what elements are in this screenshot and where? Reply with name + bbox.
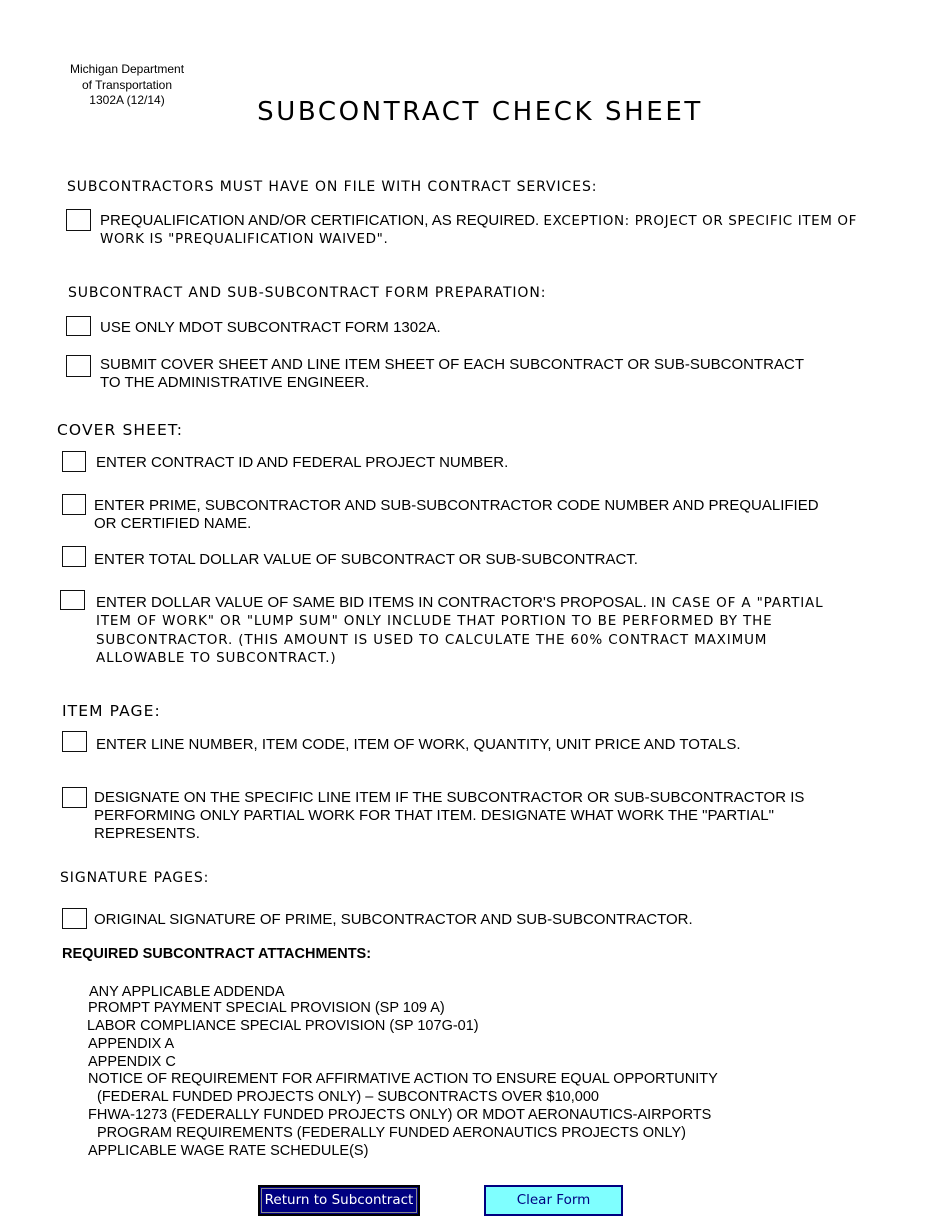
item-use-form: USE ONLY MDOT SUBCONTRACT FORM 1302A. <box>100 319 441 336</box>
item-prequalification-text: PREQUALIFICATION AND/OR CERTIFICATION, AS REQUIRED. <box>100 212 544 229</box>
checkbox-contract-id[interactable] <box>62 451 86 472</box>
checkbox-partial-work[interactable] <box>62 787 87 808</box>
checkbox-prequalification[interactable] <box>66 209 91 231</box>
checkbox-submit-cover[interactable] <box>66 355 91 377</box>
item-partial-work: DESIGNATE ON THE SPECIFIC LINE ITEM IF THE SUBCONTRACTOR OR SUB-SUBCONTRACTOR IS PERFORMING ONLY PARTIAL WORK FOR THAT ITEM. DESIGNATE WHAT WORK THE "PARTIAL" REPRESENTS. <box>94 789 805 842</box>
attachment-item: APPLICABLE WAGE RATE SCHEDULE(S) <box>88 1143 369 1159</box>
section-heading-on-file: SUBCONTRACTORS MUST HAVE ON FILE WITH CONTRACT SERVICES: <box>67 179 598 195</box>
attachment-item: LABOR COMPLIANCE SPECIAL PROVISION (SP 107G-01) <box>87 1018 479 1034</box>
item-line-number: ENTER LINE NUMBER, ITEM CODE, ITEM OF WORK, QUANTITY, UNIT PRICE AND TOTALS. <box>96 736 741 753</box>
attachment-item: PROMPT PAYMENT SPECIAL PROVISION (SP 109 A) <box>88 1000 445 1016</box>
form-number: 1302A (12/14) <box>89 93 165 107</box>
attachment-item: NOTICE OF REQUIREMENT FOR AFFIRMATIVE ACTION TO ENSURE EQUAL OPPORTUNITY <box>88 1071 718 1087</box>
checkbox-line-number[interactable] <box>62 731 87 752</box>
item-original-signature: ORIGINAL SIGNATURE OF PRIME, SUBCONTRACTOR AND SUB-SUBCONTRACTOR. <box>94 911 693 928</box>
attachment-item: FHWA-1273 (FEDERALLY FUNDED PROJECTS ONLY) OR MDOT AERONAUTICS-AIRPORTS <box>88 1107 712 1123</box>
clear-form-button[interactable]: Clear Form <box>484 1185 623 1216</box>
attachment-item: (FEDERAL FUNDED PROJECTS ONLY) – SUBCONTRACTS OVER $10,000 <box>97 1089 599 1105</box>
attachments-heading: REQUIRED SUBCONTRACT ATTACHMENTS: <box>62 946 372 962</box>
item-code-number: ENTER PRIME, SUBCONTRACTOR AND SUB-SUBCONTRACTOR CODE NUMBER AND PREQUALIFIED OR CERTIFIED NAME. <box>94 497 819 532</box>
item-total-value: ENTER TOTAL DOLLAR VALUE OF SUBCONTRACT OR SUB-SUBCONTRACT. <box>94 551 638 568</box>
agency-name-line2: of Transportation <box>81 77 173 92</box>
item-contract-id: ENTER CONTRACT ID AND FEDERAL PROJECT NUMBER. <box>96 454 509 471</box>
checkbox-total-value[interactable] <box>62 546 86 567</box>
item-bid-items <box>96 594 836 667</box>
checkbox-code-number[interactable] <box>62 494 86 515</box>
agency-name-line1: Michigan Department <box>69 62 185 76</box>
attachment-item: APPENDIX A <box>88 1036 175 1052</box>
attachment-item: ANY APPLICABLE ADDENDA <box>89 984 285 1000</box>
checkbox-original-signature[interactable] <box>62 908 87 929</box>
item-bid-items-partial-note: IN CASE OF A "PARTIAL ITEM OF WORK" OR "LUMP SUM" ONLY INCLUDE THAT PORTION TO BE PERFORMED BY THE SUBCONTRACTOR. (THIS AMOUNT IS USED TO CALCULATE THE 60% CONTRACT MAXIMUM ALLOWABLE TO SUBCONTRACT.) <box>96 595 824 666</box>
section-heading-form-prep: SUBCONTRACT AND SUB-SUBCONTRACT FORM PREPARATION: <box>68 285 547 301</box>
return-to-subcontract-button[interactable]: Return to Subcontract <box>258 1185 420 1216</box>
item-prequalification-exception: EXCEPTION: PROJECT OR SPECIFIC ITEM OF WORK IS "PREQUALIFICATION WAIVED". <box>100 213 858 247</box>
page-title: SUBCONTRACT CHECK SHEET <box>257 97 703 127</box>
item-prequalification <box>100 212 860 248</box>
item-submit-cover: SUBMIT COVER SHEET AND LINE ITEM SHEET OF EACH SUBCONTRACT OR SUB-SUBCONTRACT TO THE ADMINISTRATIVE ENGINEER. <box>100 356 804 391</box>
section-heading-cover-sheet: COVER SHEET: <box>57 421 184 439</box>
section-heading-item-page: ITEM PAGE: <box>62 702 161 720</box>
attachment-item: PROGRAM REQUIREMENTS (FEDERALLY FUNDED AERONAUTICS PROJECTS ONLY) <box>97 1125 686 1141</box>
checkbox-bid-items[interactable] <box>60 590 85 610</box>
item-bid-items-text: ENTER DOLLAR VALUE OF SAME BID ITEMS IN CONTRACTOR'S PROPOSAL. <box>96 594 651 611</box>
section-heading-signature: SIGNATURE PAGES: <box>60 870 210 886</box>
attachment-item: APPENDIX C <box>88 1054 176 1070</box>
checkbox-use-form[interactable] <box>66 316 91 336</box>
